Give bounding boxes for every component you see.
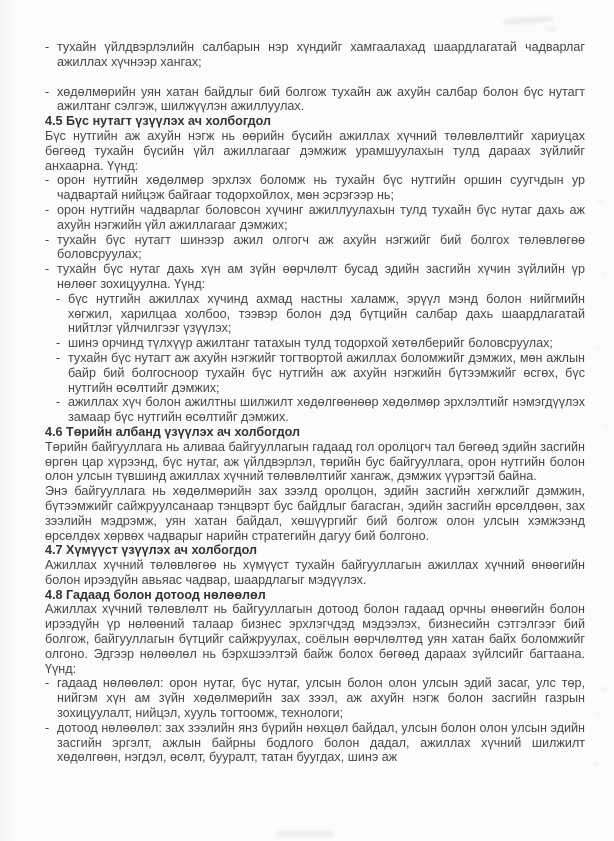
bullet-item <box>56 336 585 351</box>
bullet-dash: - <box>45 173 50 188</box>
bullet-item <box>56 292 585 336</box>
section-heading: 4.8 Гадаад болон дотоод нөлөөлөл <box>45 587 266 602</box>
scan-speck <box>600 273 608 276</box>
scan-speck <box>593 762 600 765</box>
bullet-dash: - <box>45 232 50 247</box>
paragraph: Энэ байгууллага нь хөдөлмөрийн зах зээлд оролцон, эдийн засгийн хөгжлийг дэмжин, бүтээмжийг сайжруулсанаар тэнцвэрт бус байдлыг багасган, эдийн засгийн өрсөлдөөн, зах зээлийн мэдрэмж, уян хатан байдал, хөшүүргийг бий болгож олон улсын хэмжээнд өрсөлдөх хөрвөх чадварыг нарийн стратегийн дагуу бий болгоно. <box>45 484 585 543</box>
bullet-text: хөдөлмөрийн уян хатан байдлыг бий болгож тухайн аж ахуйн салбар болон бүс нутагт ажилтанг сэлгэж, шилжүүлэн ажиллуулах. <box>57 84 585 114</box>
scan-speck <box>602 425 609 428</box>
bullet-text: дотоод нөлөөлөл: зах зээлийн янз бүрийн нөхцөл байдал, улсын болон олон улсын эдийн засгийн эргэлт, ажлын байрны бодлого болон дадал, ажиллах хүчний шилжилт хөдөлгөөн, нэгдэл, өсөлт, бууралт, татан буугдах, шинэ аж <box>57 720 585 765</box>
bullet-text: тухайн үйлдвэрлэлийн салбарын нэр хүндийг хамгаалахад шаардлагатай чадварлаг ажиллах хүчнээр хангах; <box>57 40 585 69</box>
bullet-item <box>45 233 585 263</box>
bullet-item <box>45 203 585 233</box>
scan-speck <box>596 713 601 716</box>
bullet-item <box>56 351 585 395</box>
bullet-text: орон нутгийн чадварлаг боловсон хүчинг ажиллуулахын тулд тухайн бүс нутаг дахь аж ахуйн нэгжийн үйл ажиллагааг дэмжих; <box>57 202 585 232</box>
bullet-dash: - <box>45 202 50 217</box>
bullet-dash: - <box>45 720 50 735</box>
bullet-dash: - <box>56 336 61 351</box>
paragraph: Ажиллах хүчний төлөвлөлт нь байгууллагын дотоод болон гадаад орчны өнөөгийн болон ирээдүйн үр нөлөөний талаар бизнес эрхлэгчдэд мэдээлэх, бизнесийн сэтгэлгээг бий болгож, байгууллагын бүтцийг сайжруулах, соёлын өөрчлөлтөд уян хатан байх боломжийг олгоно. Эдгээр нөлөөлөл нь бэрхшээлтэй байж болох бөгөөд дараах зүйлсийг багтаана. Үүнд: <box>45 602 585 676</box>
section-heading: 4.7 Хүмүүст үзүүлэх ач холбогдол <box>45 543 257 558</box>
scan-smudge <box>502 15 554 26</box>
bullet-item <box>45 676 585 720</box>
bullet-text: бүс нутгийн ажиллах хүчинд ахмад настны халамж, эрүүл мэнд болон нийгмийн хөгжил, харилцаа холбоо, тээвэр болон дэд бүтцийн салбар дахь шаардлагатай нийтлэг үйлчилгээг үзүүлэх; <box>68 291 585 336</box>
bullet-dash: - <box>56 291 61 306</box>
bullet-dash: - <box>45 84 50 99</box>
bullet-item <box>45 173 585 203</box>
bullet-dash: - <box>56 350 61 365</box>
scan-smudge <box>543 26 557 32</box>
bullet-dash: - <box>56 395 61 410</box>
bullet-item <box>45 40 585 70</box>
bullet-text: шинэ орчинд түлхүүр ажилтанг татахын тулд тодорхой хөтөлберийг боловсруулах; <box>68 336 553 351</box>
scan-speck <box>595 346 601 349</box>
bullet-item <box>45 721 585 765</box>
bullet-dash: - <box>45 262 50 277</box>
bullet-item <box>45 85 585 115</box>
paragraph: Бүс нутгийн аж ахуйн нэгж нь өөрийн бүсийн ажиллах хүчний төлөвлөлтийг хариуцах бөгөөд тухайн бүсийн үйл ажиллагааг дэмжиж урамшуулахын тулд дараах зүйлийг анхаарна. Үүнд: <box>45 128 585 173</box>
bullet-text: гадаад нөлөөлөл: орон нутаг, бүс нутаг, улсын болон олон улсын эдий засаг, улс төр, нийгэм хүн ам зүйн хөдөлмөрийн зах зээл, аж ахуйн нэгж болон засгийн газрын зохицуулалт, нийцэл, хууль тогтоомж, технологи; <box>57 676 585 721</box>
scan-speck <box>597 200 604 203</box>
bullet-text: тухайн бүс нутаг дахь хүн ам зүйн өөрчлөлт бусад эдийн засгийн хүчин зүйлийн үр нөлөөг зохицуулна. Үүнд: <box>57 262 585 291</box>
bullet-text: ажиллах хүч болон ажилтны шилжилт хөдөлгөөнөөр хөдөлмөр эрхлэлтийг нэмэгдүүлэх замаар бүс нутгийн өсөлтийг дэмжих. <box>68 395 585 425</box>
bullet-item <box>56 395 585 425</box>
bullet-dash: - <box>45 40 50 54</box>
section-heading: 4.6 Төрийн албанд үзүүлэх ач холбогдол <box>45 424 300 439</box>
bullet-text: орон нутгийн хөдөлмөр эрхлэх боломж нь тухайн бүс нутгийн оршин суугчдын ур чадвартай нийцэж байгааг тодорхойлох, мөн эсрэгээр нь; <box>57 173 585 203</box>
bullet-item <box>45 262 585 292</box>
paragraph-gap <box>45 70 585 85</box>
bullet-text: тухайн бүс нутагт аж ахуйн нэгжийг тогтвортой ажиллах боломжийг дэмжих, мөн ажлын байр бий болгосноор тухайн бүс нутгийн аж ахуйн нэгжийн бүтээмжийг өсгөх, бүс нутгийн өсөлтийг дэмжих; <box>68 350 585 395</box>
paragraph: Ажиллах хүчний төлөвлөгөө нь хүмүүст тухайн байгууллагын ажиллах хүчний өнөөгийн болон ирээдүйн авьяас чадвар, шаардлагыг мэдүүлэх. <box>45 558 585 587</box>
scan-speck <box>599 688 607 691</box>
bullet-text: тухайн бүс нутагт шинээр ажил олгогч аж ахуйн нэгжийг бий болгох төлөвлөгөө боловсруулах; <box>57 232 585 262</box>
bullet-dash: - <box>45 676 50 691</box>
document-content <box>45 40 585 765</box>
section-heading: 4.5 Бүс нутагт үзүүлэх ач холбогдол <box>45 114 271 129</box>
paragraph: Төрийн байгууллага нь аливаа байгууллагын гадаад гол оролцогч тал бөгөөд эдийн засгийн өргөн цар хүрээнд, бүс нутаг, аж үйлдвэрлэл, төрийн бус байгууллага, орон нутгийн болон олон улсын түвшинд ажиллах хүчний төлөвлөлтийг хангаж, дэмжих үүрэгтэй байна. <box>45 439 585 484</box>
scan-smudge <box>276 831 334 837</box>
